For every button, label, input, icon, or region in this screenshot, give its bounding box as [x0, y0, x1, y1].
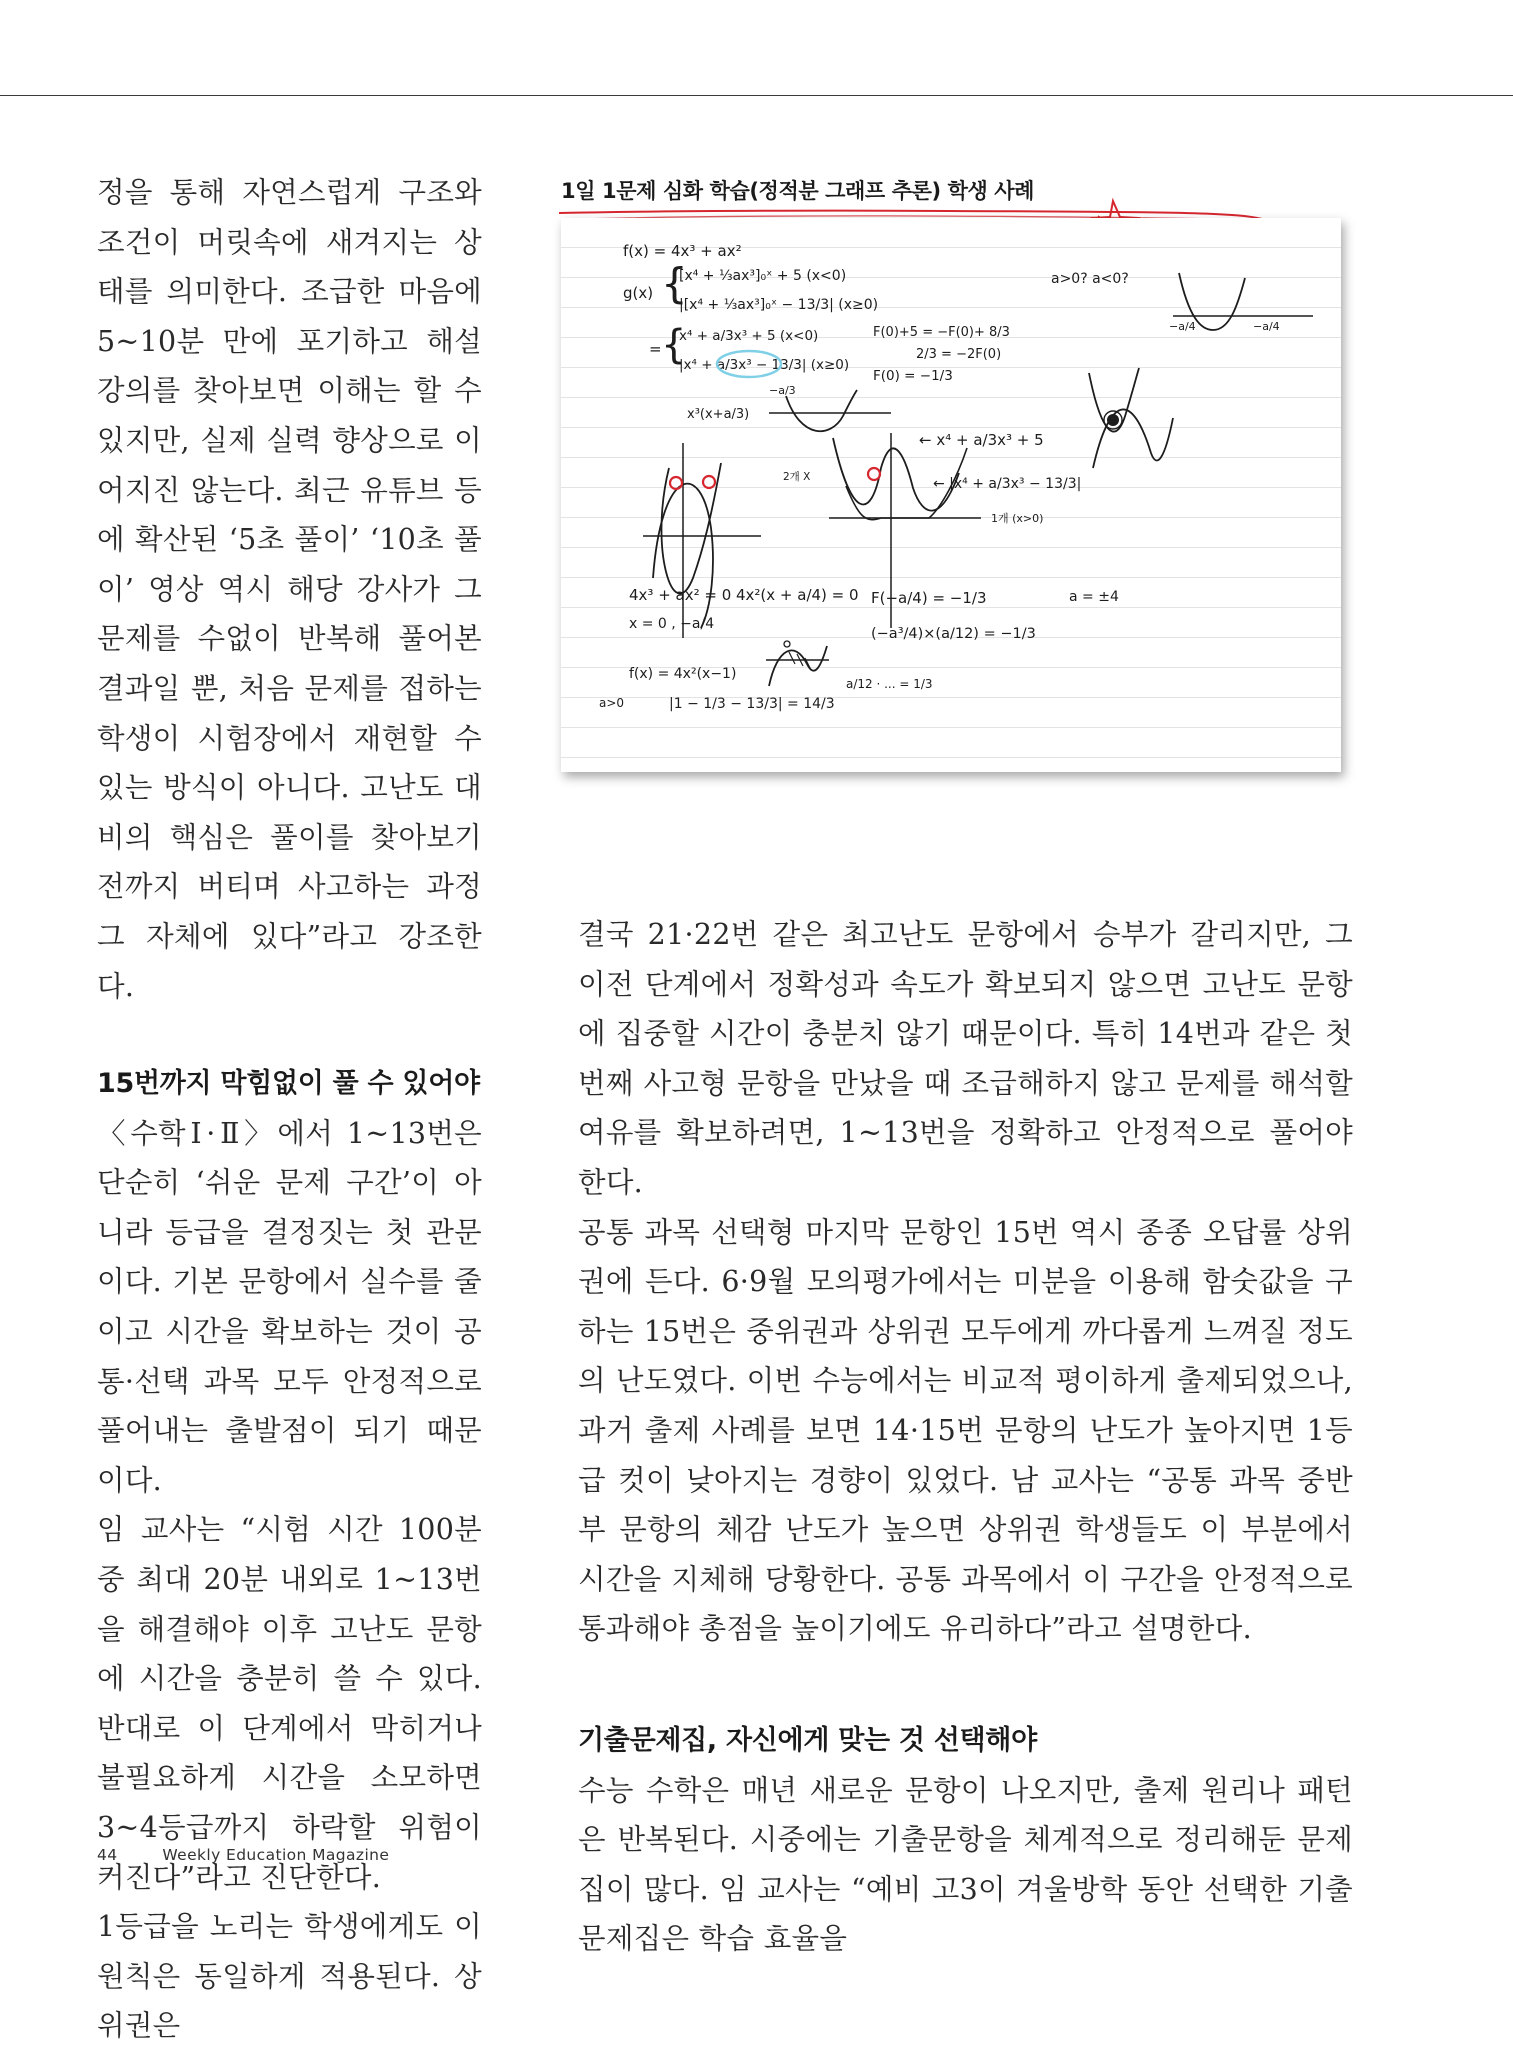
section-heading-15: 15번까지 막힘없이 풀 수 있어야	[97, 1068, 480, 1100]
right-paragraph-2: 공통 과목 선택형 마지막 문항인 15번 역시 종종 오답률 상위권에 든다. 6·9월 모의평가에서는 미분을 이용해 함숫값을 구하는 15번은 중위권과 상위권 모두에게 까다롭게 느껴질 정도의 난도였다. 이번 수능에서는 비교적 평이하게 출제되었으나, 과거 출제 사례를 보면 14·15번 문항의 난도가 높아지면 1등급 컷이 낮아지는 경향이 있었다. 남 교사는 “공통 과목 중반부 문항의 체감 난도가 높으면 상위권 학생들도 이 부분에서 시간을 지체해 당황한다. 공통 과목에서 이 구간을 안정적으로 통과해야 총점을 높이기에도 유리하다”라고 설명한다.	[578, 1215, 1353, 1646]
left-paragraph-3: 임 교사는 “시험 시간 100분 중 최대 20분 내외로 1~13번을 해결해야 이후 고난도 문항에 시간을 충분히 쓸 수 있다. 반대로 이 단계에서 막히거나 불필요하게 시간을 소모하면 3~4등급까지 하락할 위험이 커진다”라고 진단한다.	[97, 1513, 482, 1894]
note-small-root: −a/3	[769, 384, 796, 397]
figure-title: 1일 1문제 심화 학습(정적분 그래프 추론) 학생 사례	[561, 179, 1035, 203]
right-column	[578, 910, 1353, 1964]
note-root-label2: −a/4	[1253, 320, 1280, 333]
svg-text:{: {	[661, 259, 688, 308]
note-final-calc: |1 − 1/3 − 13/3| = 14/3	[669, 696, 835, 712]
note-deriv: 4x³ + ax² = 0	[629, 586, 732, 604]
note-sign-question: a>0? a<0?	[1051, 271, 1129, 287]
left-paragraph-1: 정을 통해 자연스럽게 구조와 조건이 머릿속에 새겨지는 상태를 의미한다. 조급한 마음에 5~10분 만에 포기하고 해설 강의를 찾아보면 이해는 할 수 있지만, 실제 실력 향상으로 이어지진 않는다. 최근 유튜브 등에 확산된 ‘5초 풀이’ ‘10초 풀이’ 영상 역시 해당 강사가 그 문제를 수없이 반복해 풀어본 결과일 뿐, 처음 문제를 접하는 학생이 시험장에서 재현할 수 있는 방식이 아니다. 고난도 대비의 핵심은 풀이를 찾아보기 전까지 버티며 사고하는 과정 그 자체에 있다”라고 강조한다.	[97, 176, 482, 1003]
note-a-pos: a>0	[599, 696, 625, 710]
left-column	[97, 168, 482, 2051]
note-deriv-fact: 4x²(x + a/4) = 0	[736, 586, 859, 604]
note-cond2: 2/3 = −2F(0)	[916, 347, 1002, 362]
page-footer	[97, 1846, 389, 1864]
notebook-page	[561, 218, 1341, 772]
note-curve-1: ← x⁴ + a/3x³ + 5	[919, 431, 1044, 449]
left-paragraph-4: 1등급을 노리는 학생에게도 이 원칙은 동일하게 적용된다. 상위권은	[97, 1910, 482, 2043]
section-heading-past-exams: 기출문제집, 자신에게 맞는 것 선택해야	[578, 1724, 1037, 1756]
note-eq-prefix: =	[649, 340, 662, 358]
right-paragraph-3: 수능 수학은 매년 새로운 문항이 나오지만, 출제 원리나 패턴은 반복된다. 시중에는 기출문항을 체계적으로 정리해둔 문제집이 많다. 임 교사는 “예비 고3이 겨울방학 동안 선택한 기출문제집은 학습 효율을	[578, 1773, 1353, 1956]
note-g-case2: |[x⁴ + ⅓ax³]₀ˣ − 13/3| (x≥0)	[679, 297, 879, 313]
note-f-final: f(x) = 4x²(x−1)	[629, 666, 737, 682]
student-notes-figure	[557, 165, 1350, 790]
note-value-calc: (−a³/4)×(a/12) = −1/3	[871, 626, 1036, 642]
top-rule	[0, 95, 1513, 96]
note-f-def: f(x) = 4x³ + ax²	[623, 242, 742, 260]
page-number: 44	[97, 1846, 118, 1864]
svg-text:{: {	[661, 322, 687, 368]
right-paragraph-1: 결국 21·22번 같은 최고난도 문항에서 승부가 갈리지만, 그 이전 단계에서 정확성과 속도가 확보되지 않으면 고난도 문항에 집중할 시간이 충분치 않기 때문이다. 특히 14번과 같은 첫 번째 사고형 문항을 만났을 때 조급해하지 않고 문제를 해석할 여유를 확보하려면, 1~13번을 정확하고 안정적으로 풀어야 한다.	[578, 918, 1353, 1199]
note-factor: x³(x+a/3)	[687, 407, 750, 422]
note-g-case1: [x⁴ + ⅓ax³]₀ˣ + 5 (x<0)	[679, 268, 847, 284]
left-paragraph-2: 〈수학Ⅰ·Ⅱ〉에서 1~13번은 단순히 ‘쉬운 문제 구간’이 아니라 등급을 결정짓는 첫 관문이다. 기본 문항에서 실수를 줄이고 시간을 확보하는 것이 공통·선택 과목 모두 안정적으로 풀어내는 출발점이 되기 때문이다.	[97, 1116, 482, 1497]
note-count-2: 1개 (x>0)	[991, 512, 1044, 525]
handwritten-math	[561, 218, 1341, 772]
note-cond3: F(0) = −1/3	[873, 368, 953, 384]
note-g-label: g(x)	[623, 284, 654, 302]
note-cond1: F(0)+5 = −F(0)+ 8/3	[873, 325, 1010, 340]
magazine-name: Weekly Education Magazine	[162, 1846, 390, 1864]
note-h-case1: x⁴ + a/3x³ + 5 (x<0)	[679, 328, 819, 344]
note-count: 2개 X	[783, 471, 811, 483]
note-value-eq: F(−a/4) = −1/3	[871, 589, 987, 607]
note-ratio: a/12 · ... = 1/3	[846, 677, 933, 691]
note-curve-2: ← |x⁴ + a/3x³ − 13/3|	[933, 476, 1082, 492]
note-roots: x = 0 , −a/4	[629, 616, 715, 632]
note-a-result: a = ±4	[1069, 589, 1119, 605]
note-h-case2: |x⁴ + a/3x³ − 13/3| (x≥0)	[679, 357, 850, 373]
note-root-label: −a/4	[1169, 320, 1196, 333]
